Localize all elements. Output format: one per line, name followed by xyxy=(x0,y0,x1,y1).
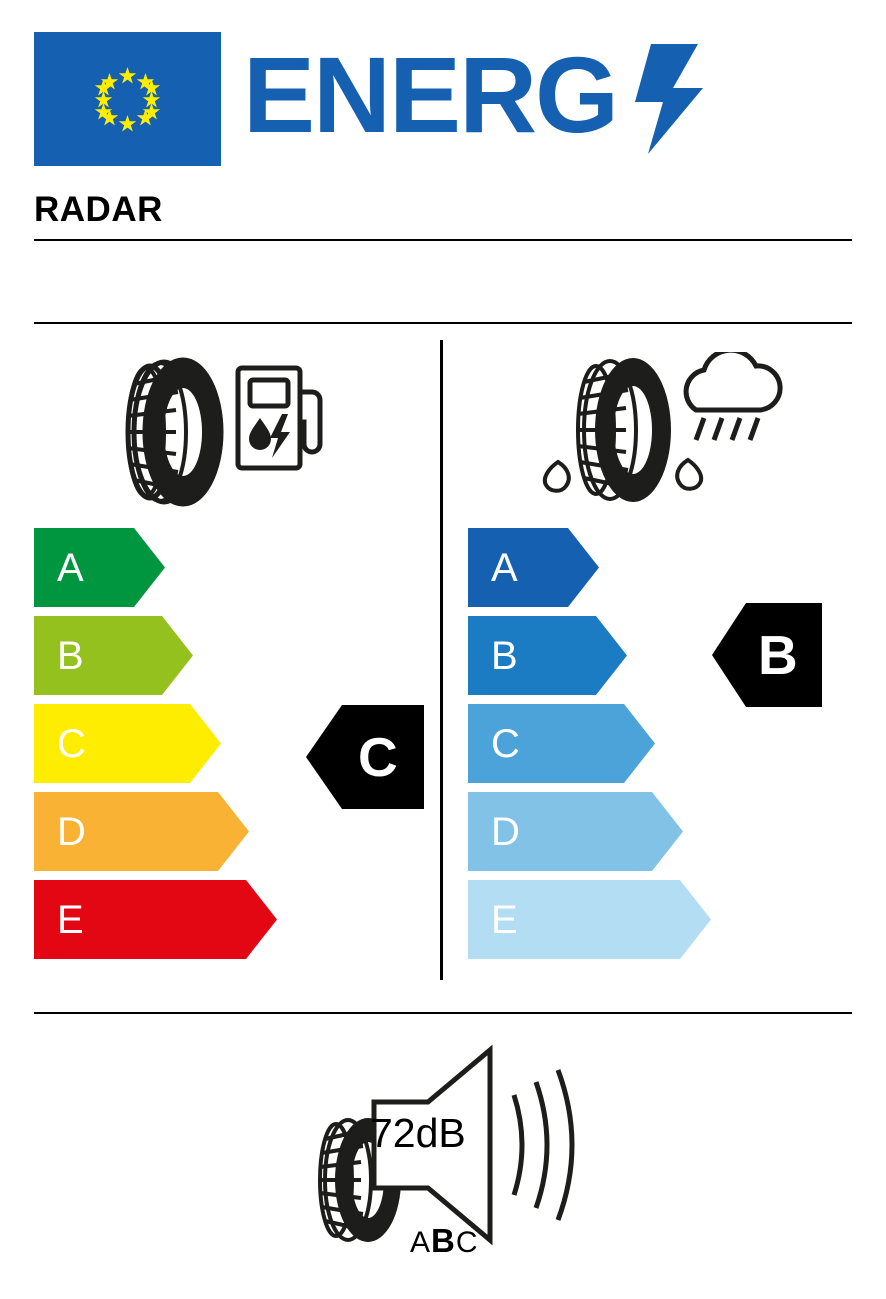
grade-arrow-a xyxy=(34,528,165,607)
divider-vertical xyxy=(440,340,443,980)
tyre-fuel-pump-icon xyxy=(120,352,330,512)
noise-class-b-selected: B xyxy=(431,1222,456,1259)
divider-second xyxy=(34,322,852,324)
noise-value: 72dB xyxy=(370,1110,466,1156)
grade-letter: E xyxy=(491,897,518,942)
tyre-rain-cloud-icon xyxy=(528,352,788,517)
eu-flag xyxy=(34,32,221,166)
divider-noise xyxy=(34,1012,852,1014)
wet-grip-result xyxy=(712,603,822,707)
grade-letter: B xyxy=(57,633,84,678)
divider-top xyxy=(34,239,852,241)
noise-class-a: A xyxy=(410,1226,432,1259)
grade-letter: D xyxy=(57,809,86,854)
grade-letter: A xyxy=(57,545,84,590)
grade-arrow-a xyxy=(468,528,599,607)
grade-letter: D xyxy=(491,809,520,854)
fuel-efficiency-result xyxy=(306,705,424,809)
svg-text:ENERG: ENERG xyxy=(243,44,618,154)
grade-letter: E xyxy=(57,897,84,942)
brand-name: RADAR xyxy=(34,190,163,229)
noise-class-c: C xyxy=(455,1226,479,1259)
noise-class-group xyxy=(410,1222,479,1260)
grip-result-letter: B xyxy=(758,624,798,686)
fuel-result-letter: C xyxy=(358,726,398,788)
energy-wordmark xyxy=(243,44,713,154)
grade-letter: A xyxy=(491,545,518,590)
grade-letter: C xyxy=(57,721,86,766)
grade-letter: B xyxy=(491,633,518,678)
grade-letter: C xyxy=(491,721,520,766)
